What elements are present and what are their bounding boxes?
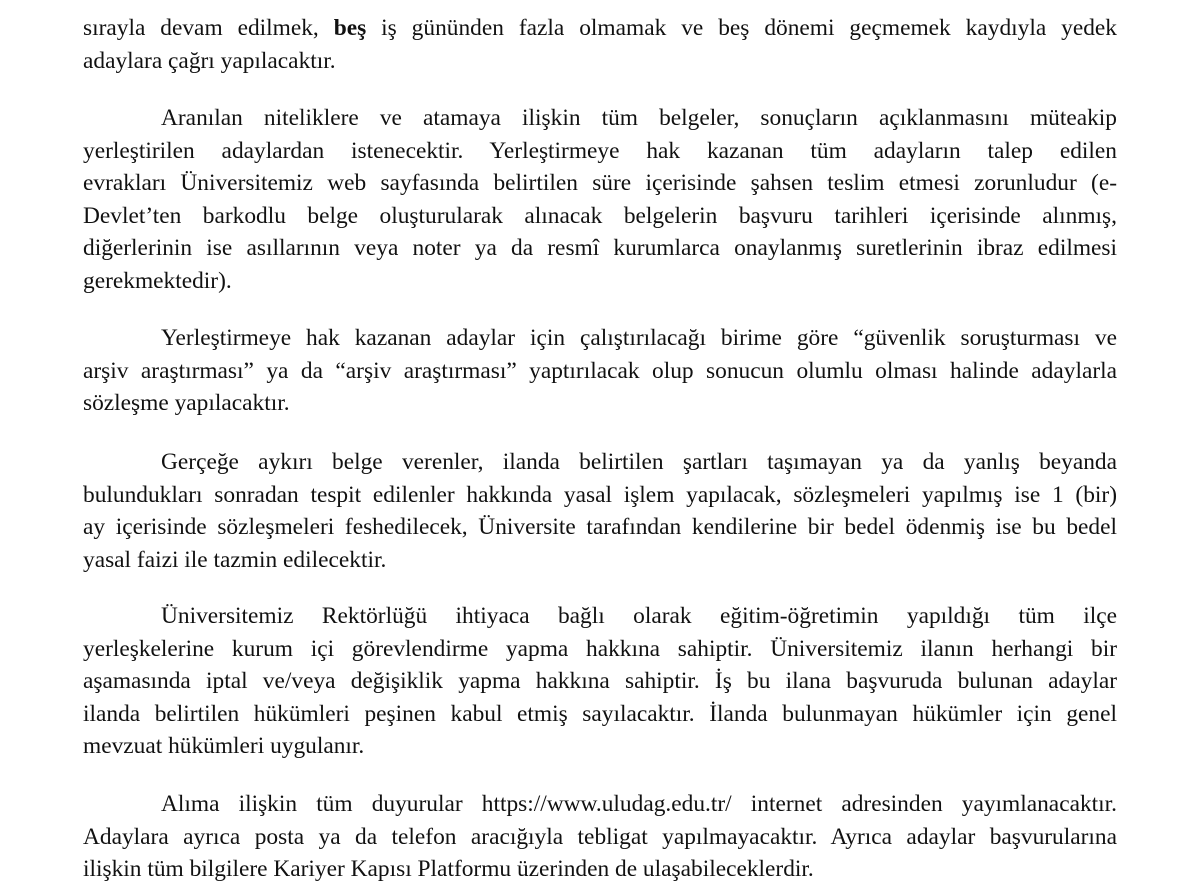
- text-line: evrakları Üniversitemiz web sayfasında belirtilen süre içerisinde şahsen teslim etmesi zorunludur (e-: [83, 170, 1117, 197]
- text-line: yerleştirilen adaylardan istenecektir. Yerleştirmeye hak kazanan tüm adayların talep edilen: [83, 137, 1117, 164]
- text-line: Adaylara ayrıca posta ya da telefon aracığıyla tebligat yapılmayacaktır. Ayrıca adaylar başvurularına: [83, 823, 1117, 850]
- text-line: Alıma ilişkin tüm duyurular https://www.uludag.edu.tr/ internet adresinden yayımlanacaktır.: [161, 791, 1117, 817]
- text-line: Gerçeğe aykırı belge verenler, ilanda belirtilen şartları taşımayan ya da yanlış beyanda: [161, 449, 1117, 475]
- paragraph-false-documents: [83, 446, 1117, 576]
- text-line: diğerlerinin ise asıllarının veya noter ya da resmî kurumlarca onaylanmış suretlerinin ibraz edilmesi: [83, 235, 1117, 262]
- text-line: yasal faizi ile tazmin edilecektir.: [83, 546, 387, 573]
- text-line: sözleşme yapılacaktır.: [83, 390, 290, 417]
- text-line: ay içerisinde sözleşmeleri feshedilecek, Üniversite tarafından kendilerine bir bedel ödenmiş ise bu bedel: [83, 514, 1117, 541]
- text-line: adaylara çağrı yapılacaktır.: [83, 47, 336, 74]
- text-line: Devlet’ten barkodlu belge oluşturularak alınacak belgelerin başvuru tarihleri içerisinde alınmış,: [83, 202, 1117, 229]
- paragraph-reserve-candidates: [83, 12, 1117, 77]
- bold-word: beş: [333, 15, 367, 41]
- text-line: ilanda belirtilen hükümleri peşinen kabul etmiş sayılacaktır. İlanda bulunmayan hükümler için genel: [83, 700, 1117, 727]
- paragraph-required-documents: [83, 102, 1117, 298]
- text-line: aşamasında iptal ve/veya değişiklik yapma hakkına sahiptir. İş bu ilana başvuruda bulunan adaylar: [83, 668, 1117, 695]
- text-line: mevzuat hükümleri uygulanır.: [83, 733, 365, 760]
- text-line: Aranılan niteliklere ve atamaya ilişkin tüm belgeler, sonuçların açıklanmasını müteakip: [161, 105, 1117, 131]
- text-line: sırayla devam edilmek, beş iş gününden fazla olmamak ve beş dönemi geçmemek kaydıyla yedek: [83, 15, 1117, 41]
- text-line: Üniversitemiz Rektörlüğü ihtiyaca bağlı olarak eğitim-öğretimin yapıldığı tüm ilçe: [161, 603, 1117, 629]
- paragraph-rectorate-rights: [83, 600, 1117, 763]
- text-line: arşiv araştırması” ya da “arşiv araştırması” yaptırılacak olup sonucun olumlu olması halinde adaylarla: [83, 357, 1117, 384]
- text-line: Yerleştirmeye hak kazanan adaylar için çalıştırılacağı birime göre “güvenlik soruşturması ve: [161, 325, 1117, 351]
- paragraph-security-investigation: [83, 322, 1117, 420]
- paragraph-announcements: [83, 788, 1117, 886]
- text-line: bulundukları sonradan tespit edilenler hakkında yasal işlem yapılacak, sözleşmeleri yapılmış ise 1 (bir): [83, 481, 1117, 508]
- text-line: yerleşkelerine kurum içi görevlendirme yapma hakkına sahiptir. Üniversitemiz ilanın herhangi bir: [83, 635, 1117, 662]
- text-line: gerekmektedir).: [83, 267, 232, 294]
- text-line: ilişkin tüm bilgilere Kariyer Kapısı Platformu üzerinden de ulaşabileceklerdir.: [83, 856, 814, 883]
